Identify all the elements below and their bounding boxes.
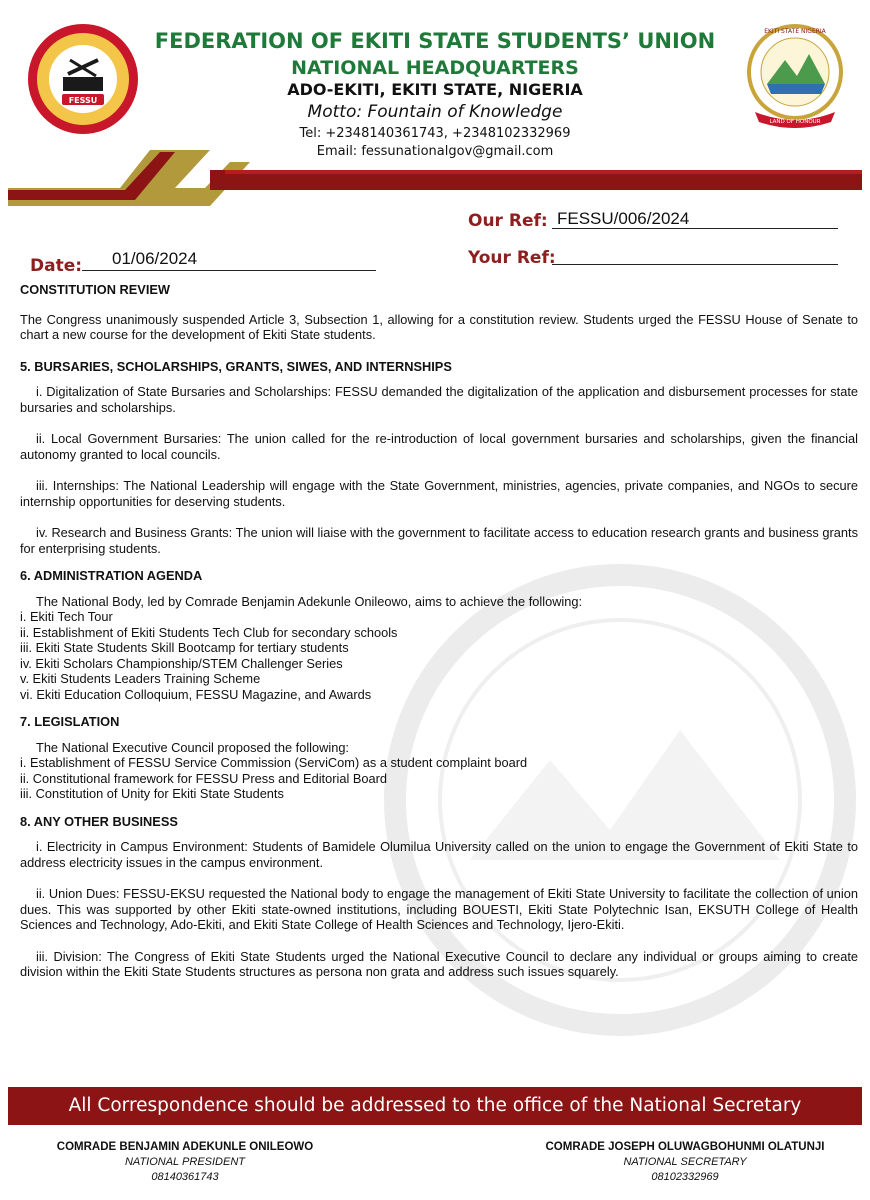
org-subtitle: NATIONAL HEADQUARTERS — [291, 57, 579, 79]
president-name: COMRADE BENJAMIN ADEKUNLE ONILEOWO — [56, 1141, 314, 1153]
org-email: Email: fessunationalgov@gmail.com — [316, 144, 554, 159]
section-5-item-ii: ii. Local Government Bursaries: The union called for the re-introduction of local government bursaries and scholarships, given the financial autonomy granted to local councils. — [20, 431, 858, 462]
section-5-item-iv: iv. Research and Business Grants: The union will liaise with the government to facilitate access to education research grants and business grants for enterprising students. — [20, 525, 858, 556]
footer-banner: All Correspondence should be addressed to the office of the National Secretary — [8, 1087, 862, 1125]
president-phone: 08140361743 — [151, 1171, 219, 1183]
section-8-item-ii: ii. Union Dues: FESSU-EKSU requested the National body to engage the management of Ekiti State University to facilitate the collection of union dues. This was supported by other Ekiti state-owned institutions, including BOUESTI, Ekiti State Polytechnic Isan, EKSUTH College of Health Sciences and Technology, Ado-Ekiti, and Ekiti State College of Health Sciences and Technology, Ijero-Ekiti. — [20, 886, 858, 932]
org-location: ADO-EKITI, EKITI STATE, NIGERIA — [287, 80, 583, 99]
section-6-list — [20, 594, 858, 703]
section-8-number: 8. — [20, 813, 31, 829]
list-item: i. Establishment of FESSU Service Commission (ServiCom) as a student complaint board — [20, 755, 528, 770]
section-7-title: LEGISLATION — [34, 714, 120, 729]
section-6-heading — [20, 568, 858, 584]
section-5-item-iii: iii. Internships: The National Leadership will engage with the State Government, ministries, agencies, private companies, and NGOs to secure internship opportunities for deserving students. — [20, 478, 858, 509]
section-8-heading — [20, 814, 858, 830]
list-item: iv. Ekiti Scholars Championship/STEM Challenger Series — [20, 655, 343, 671]
our-ref-line — [552, 209, 838, 229]
section-7-number: 7. — [20, 714, 31, 729]
org-tel: Tel: +2348140361743, +2348102332969 — [299, 126, 571, 141]
list-item: iii. Constitution of Unity for Ekiti State Students — [20, 786, 284, 801]
section-8-title: ANY OTHER BUSINESS — [33, 813, 178, 829]
fessu-logo-text: FESSU — [68, 96, 98, 105]
secretary-signature-block — [520, 1140, 850, 1185]
section-5-title: BURSARIES, SCHOLARSHIPS, GRANTS, SIWES, AND INTERNSHIPS — [34, 358, 452, 374]
list-item: i. Ekiti Tech Tour — [20, 609, 113, 624]
section-8-item-i: i. Electricity in Campus Environment: Students of Bamidele Olumilua University called on the union to engage the Government of Ekiti State to address electricity issues in the campus environment. — [20, 839, 858, 870]
section-6-intro: The National Body, led by Comrade Benjamin Adekunle Onileowo, aims to achieve the following: — [36, 593, 583, 609]
secretary-phone: 08102332969 — [651, 1171, 719, 1183]
our-ref-label: Our Ref: — [468, 211, 548, 231]
section-5-number: 5. — [20, 358, 31, 374]
secretary-title: NATIONAL SECRETARY — [623, 1156, 747, 1168]
list-item: ii. Establishment of Ekiti Students Tech Club for secondary schools — [20, 624, 398, 640]
date-line — [82, 249, 376, 271]
section-constitution-text: The Congress unanimously suspended Article 3, Subsection 1, allowing for a constitution review. Students urged the FESSU House of Senate to chart a new course for the development of Ekiti State students. — [20, 311, 858, 342]
secretary-name: COMRADE JOSEPH OLUWAGBOHUNMI OLATUNJI — [545, 1141, 825, 1153]
fessu-logo — [26, 22, 140, 136]
section-6-title: ADMINISTRATION AGENDA — [33, 568, 203, 583]
date-label: Date: — [30, 256, 83, 276]
org-name: FEDERATION OF EKITI STATE STUDENTS’ UNION — [154, 29, 716, 53]
seal-banner-text: LAND OF HONOUR — [769, 119, 821, 125]
section-7-heading — [20, 714, 858, 730]
date-value: 01/06/2024 — [112, 249, 198, 268]
section-5-heading — [20, 359, 858, 375]
section-6-number: 6. — [20, 568, 31, 583]
section-5-item-i: i. Digitalization of State Bursaries and Scholarships: FESSU demanded the digitalization of the application and disbursement processes for state bursaries and scholarships. — [20, 384, 858, 415]
your-ref-line — [552, 245, 838, 265]
ekiti-state-seal — [745, 24, 845, 132]
list-item: vi. Ekiti Education Colloquium, FESSU Magazine, and Awards — [20, 686, 372, 702]
section-7-intro: The National Executive Council proposed the following: — [36, 739, 349, 755]
your-ref-label: Your Ref: — [468, 248, 556, 268]
our-ref-value: FESSU/006/2024 — [557, 209, 690, 228]
section-8-item-iii: iii. Division: The Congress of Ekiti State Students urged the National Executive Council to declare any individual or groups aiming to create division within the Ekiti State Students structures as persona non grata and address such issues squarely. — [20, 948, 858, 979]
list-item: ii. Constitutional framework for FESSU Press and Editorial Board — [20, 770, 387, 786]
list-item: v. Ekiti Students Leaders Training Scheme — [20, 671, 261, 686]
document-body — [20, 282, 858, 996]
section-7-list — [20, 740, 858, 802]
section-constitution-title: CONSTITUTION REVIEW — [20, 282, 171, 297]
list-item: iii. Ekiti State Students Skill Bootcamp for tertiary students — [20, 640, 349, 655]
org-motto: Motto: Fountain of Knowledge — [307, 102, 563, 122]
header-ribbon — [0, 148, 870, 214]
president-title: NATIONAL PRESIDENT — [124, 1156, 245, 1168]
seal-ring-text: EKITI STATE NIGERIA — [764, 28, 826, 35]
president-signature-block — [20, 1140, 350, 1185]
